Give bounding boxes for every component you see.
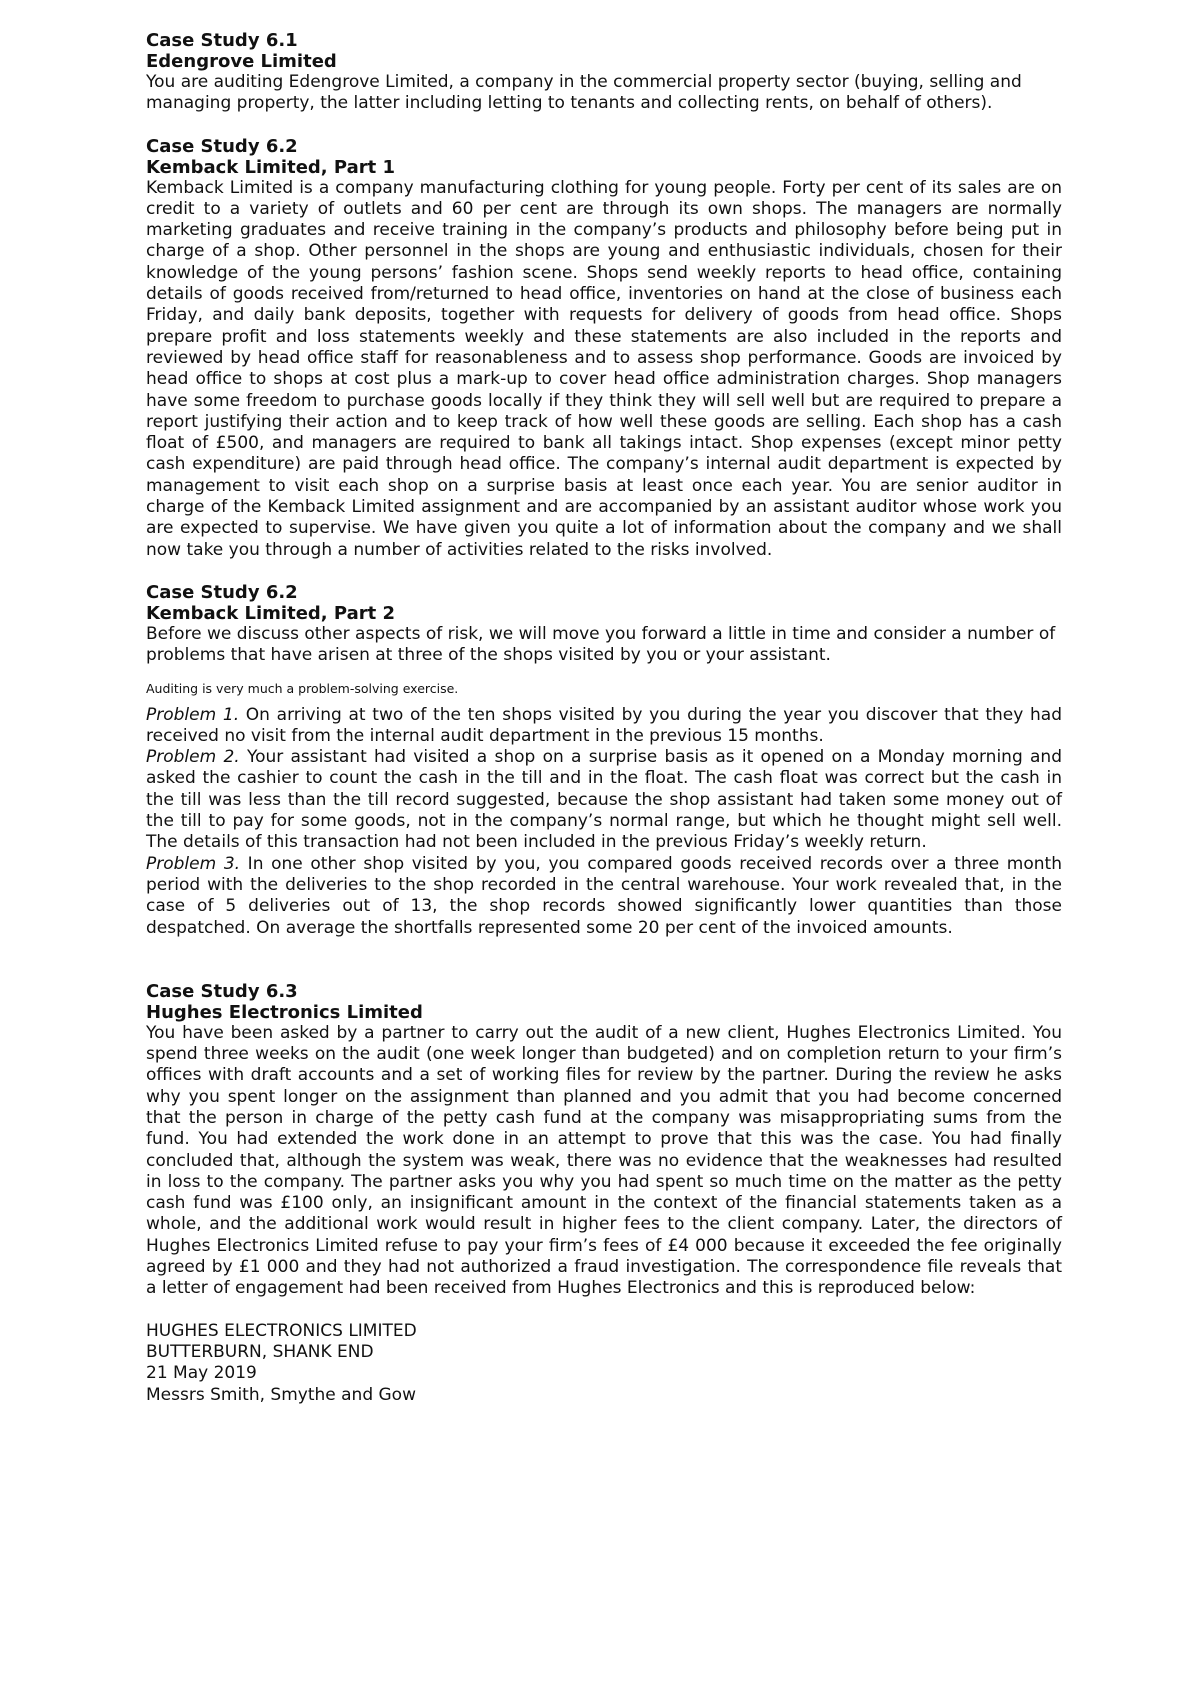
case-study-body: Before we discuss other aspects of risk, we will move you forward a little in time and consider a number of problems that have arisen at three of the shops visited by you or your assistant.: [146, 623, 1056, 666]
spacer: [146, 697, 1062, 705]
case-study-body: You have been asked by a partner to carry out the audit of a new client, Hughes Electronics Limited. You spend three weeks on the audit (one week longer than budgeted) and on completion return to your firm’s offices with draft accounts and a set of working files for review by the partner. During the review he asks why you spent longer on the assignment than planned and you admit that you had become concerned that the person in charge of the petty cash fund at the company was misappropriating sums from the fund. You had extended the work done in an attempt to prove that this was the case. You had finally concluded that, although the system was weak, there was no evidence that the weaknesses had resulted in loss to the company. The partner asks you why you had spent so much time on the matter as the petty cash fund was £100 only, an insignificant amount in the context of the financial statements taken as a whole, and the additional work would result in higher fees to the client company. Later, the directors of Hughes Electronics Limited refuse to pay your firm’s fees of £4 000 because it exceeded the fee originally agreed by £1 000 and they had not authorized a fraud investigation. The correspondence file reveals that a letter of engagement had been received from Hughes Electronics and this is reproduced below:: [146, 1022, 1062, 1299]
letter-company: HUGHES ELECTRONICS LIMITED: [146, 1320, 417, 1341]
problem-paragraph: [146, 854, 1062, 939]
spacer: [146, 1300, 1062, 1321]
letter-date: 21 May 2019: [146, 1363, 257, 1384]
problem-label: Problem 1.: [146, 704, 240, 725]
case-study-number: Case Study 6.2: [146, 581, 298, 603]
case-study-6-1: [146, 30, 1062, 115]
letter-address: BUTTERBURN, SHANK END: [146, 1341, 374, 1362]
engagement-letter-header: [146, 1321, 1062, 1406]
case-study-title: Kemback Limited, Part 2: [146, 602, 396, 624]
case-study-title: Edengrove Limited: [146, 51, 337, 72]
problem-paragraph: [146, 747, 1062, 853]
problem-label: Problem 3.: [146, 853, 241, 874]
case-study-number: Case Study 6.1: [146, 30, 298, 51]
problem-text: Your assistant had visited a shop on a surprise basis as it opened on a Monday morning and asked the cashier to count the cash in the till and in the float. The cash float was correct but the cash in the till was less than the till record suggested, because the shop assistant had taken some money out of the till to pay for some goods, not in the company’s normal range, but which he thought might sell well. The details of this transaction had not been included in the previous Friday’s weekly return.: [146, 747, 1062, 853]
case-study-body: You are auditing Edengrove Limited, a company in the commercial property sector (buying, selling and managing property, the latter including letting to tenants and collecting rents, on behalf of others).: [146, 72, 1022, 114]
case-study-6-2-part-2: [146, 582, 1062, 939]
case-study-title: Hughes Electronics Limited: [146, 1001, 423, 1023]
case-study-number: Case Study 6.2: [146, 135, 298, 157]
margin-note: Auditing is very much a problem-solving exercise.: [146, 680, 459, 696]
problem-paragraph: [146, 705, 1062, 748]
case-study-6-3: [146, 981, 1062, 1406]
spacer: [146, 561, 1062, 582]
spacer: [146, 939, 1062, 981]
case-study-title: Kemback Limited, Part 1: [146, 156, 396, 178]
spacer: [146, 115, 1062, 136]
document-page: [146, 30, 1062, 1406]
case-study-body: Kemback Limited is a company manufacturing clothing for young people. Forty per cent of its sales are on credit to a variety of outlets and 60 per cent are through its own shops. The managers are normally marketing graduates and receive training in the company’s products and philosophy before being put in charge of a shop. Other personnel in the shops are young and enthusiastic individuals, chosen for their knowledge of the young persons’ fashion scene. Shops send weekly reports to head office, containing details of goods received from/returned to head office, inventories on hand at the close of business each Friday, and daily bank deposits, together with requests for delivery of goods from head office. Shops prepare profit and loss statements weekly and these statements are also included in the reports and reviewed by head office staff for reasonableness and to assess shop performance. Goods are invoiced by head office to shops at cost plus a mark-up to cover head office administration charges. Shop managers have some freedom to purchase goods locally if they think they will sell well but are required to prepare a report justifying their action and to keep track of how well these goods are selling. Each shop has a cash float of £500, and managers are required to bank all takings intact. Shop expenses (except minor petty cash expenditure) are paid through head office. The company’s internal audit department is expected by management to visit each shop on a surprise basis at least once each year. You are senior auditor in charge of the Kemback Limited assignment and are accompanied by an assistant auditor whose work you are expected to supervise. We have given you quite a lot of information about the company and we shall now take you through a number of activities related to the risks involved.: [146, 177, 1062, 560]
letter-recipient: Messrs Smith, Smythe and Gow: [146, 1384, 416, 1405]
spacer: [146, 667, 1062, 681]
problem-text: On arriving at two of the ten shops visited by you during the year you discover that they had received no visit from the internal audit department in the previous 15 months.: [146, 704, 1062, 746]
case-study-6-2-part-1: [146, 136, 1062, 561]
case-study-number: Case Study 6.3: [146, 980, 298, 1002]
problem-label: Problem 2.: [146, 747, 240, 768]
problem-text: In one other shop visited by you, you compared goods received records over a three month period with the deliveries to the shop recorded in the central warehouse. Your work revealed that, in the case of 5 deliveries out of 13, the shop records showed significantly lower quantities than those despatched. On average the shortfalls represented some 20 per cent of the invoiced amounts.: [146, 853, 1062, 938]
